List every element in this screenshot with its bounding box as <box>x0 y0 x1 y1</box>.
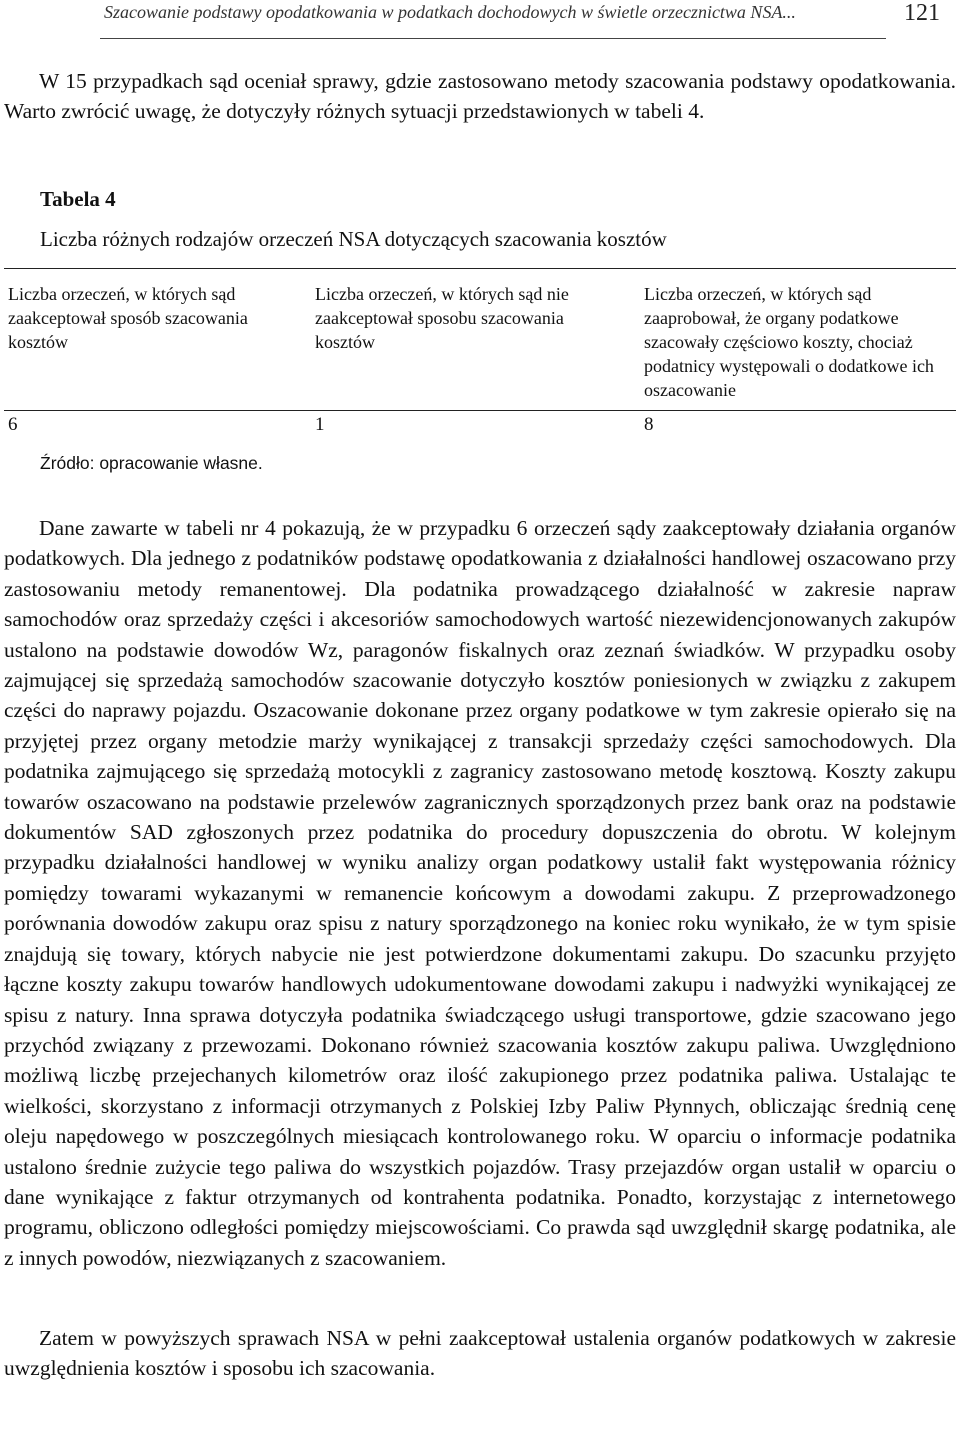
table-cell-not-accepted: 1 <box>315 414 325 435</box>
header-rule <box>100 38 886 39</box>
table-cell-partial: 8 <box>644 414 654 435</box>
table-caption: Liczba różnych rodzajów orzeczeń NSA dotyczących szacowania kosztów <box>40 227 667 251</box>
body-paragraph: Dane zawarte w tabeli nr 4 pokazują, że w przypadku 6 orzeczeń sądy zaakceptowały działania organów podatkowych. Dla jednego z podatników podstawę opodatkowania z działalności handlowej oszacowano przy zastosowaniu metody remanentowej. Dla podatnika prowadzącego działalność w zakresie napraw samochodów oraz sprzedaży części i akcesoriów samochodowych wartość niezewidencjonowanych zakupów ustalono na podstawie dowodów Wz, paragonów fiskalnych oraz zeznań świadków. W przypadku osoby zajmującej się sprzedażą samochodów szacowanie dotyczyło kosztów poniesionych w związku z zakupem części do naprawy pojazdu. Oszacowanie dokonane przez organy podatkowe w tym zakresie opierało się na przyjętej przez organy metodzie marży wynikającej z transakcji sprzedaży części samochodowych. Dla podatnika zajmującego się sprzedażą motocykli z zagranicy zastosowano metodę kosztową. Koszty zakupu towarów oszacowano na podstawie przelewów zagranicznych sporządzonych przez bank oraz na podstawie dokumentów SAD zgłoszonych przez podatnika do procedury dopuszczenia do obrotu. W kolejnym przypadku działalności handlowej w wyniku analizy organ podatkowy ustalił fakt występowania różnicy pomiędzy towarami wykazanymi w remanencie końcowym a dowodami zakupu. Z przeprowadzonego porównania dowodów zakupu oraz spisu z natury sporządzonego na koniec roku wynikało, że w tym spisie znajdują się towary, których nabycie nie jest potwierdzone dokumentami zakupu. Do szacunku przyjęto łączne koszty zakupu towarów handlowych udokumentowane dowodami zakupu i nadwyżki wynikającej ze spisu z natury. Inna sprawa dotyczyła podatnika świadczącego usługi transportowe, gdzie szacowano jego przychód związany z przewozami. Dokonano również szacowania kosztów zakupu paliwa. Uwzględniono możliwą liczbę przejechanych kilometrów oraz ilość zakupionego przez podatnika paliwa. Ustalając te wielkości, skorzystano z informacji otrzymanych z Polskiej Izby Paliw Płynnych, obliczając średnią cenę oleju napędowego w poszczególnych miesiącach kontrolowanego roku. W oparciu o informacje podatnika ustalono średnie zużycie tego paliwa do wszystkich pojazdów. Trasy przejazdów organ ustalił w oparciu o dane wynikające z faktur otrzymanych od kontrahenta podatnika. Ponadto, korzystając z internetowego programu, obliczono odległości pomiędzy miejscowościami. Co prawda sąd uwzględnił skargę podatnika, ale z innych powodów, niezwiązanych z szacowaniem. <box>4 516 956 1270</box>
table-header-partial: Liczba orzeczeń, w których sąd zaaprobował, że organy podatkowe szacowały częściowo koszty, chociaż podatnicy występowali o dodatkowe ich oszacowanie <box>644 284 934 400</box>
intro-paragraph: W 15 przypadkach sąd oceniał sprawy, gdzie zastosowano metody szacowania podstawy opodatkowania. Warto zwrócić uwagę, że dotyczyły różnych sytuacji przedstawionych w tabeli 4. <box>4 69 956 124</box>
table-cell-accepted: 6 <box>8 414 18 435</box>
table-header-rule <box>4 410 956 411</box>
table-source-note: Źródło: opracowanie własne. <box>40 453 263 473</box>
page-number: 121 <box>904 0 940 26</box>
table-header-accepted: Liczba orzeczeń, w których sąd zaakceptował sposób szacowania kosztów <box>8 284 248 352</box>
final-paragraph: Zatem w powyższych sprawach NSA w pełni zaakceptował ustalenia organów podatkowych w zakresie uwzględnienia kosztów i sposobu ich szacowania. <box>4 1326 956 1381</box>
running-head: Szacowanie podstawy opodatkowania w podatkach dochodowych w świetle orzecznictwa NSA... <box>104 2 796 22</box>
table-top-rule <box>4 268 956 269</box>
table-header-not-accepted: Liczba orzeczeń, w których sąd nie zaakceptował sposobu szacowania kosztów <box>315 284 569 352</box>
table-label: Tabela 4 <box>40 187 116 211</box>
